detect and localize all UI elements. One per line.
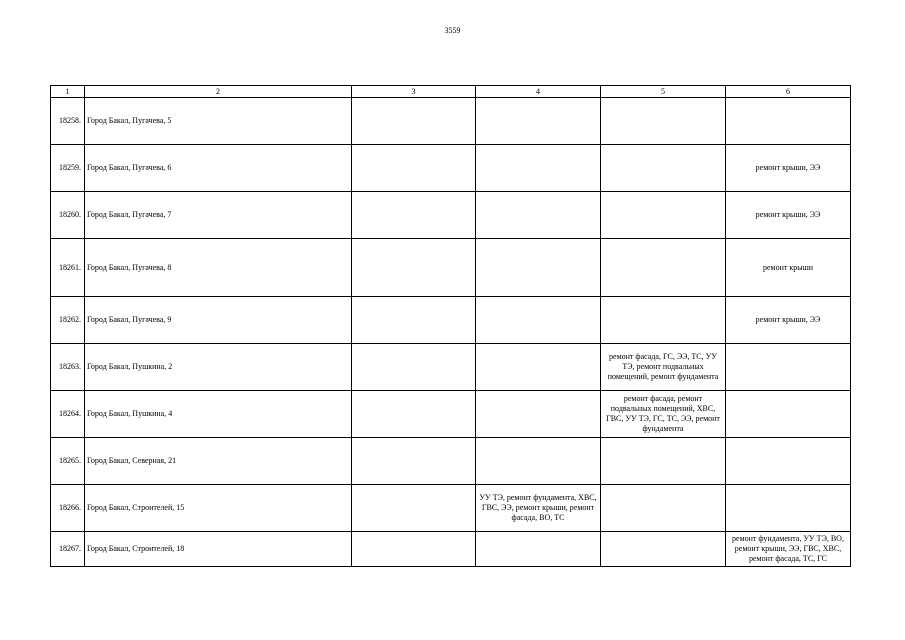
- address-cell: Город Бакал, Северная, 21: [85, 438, 352, 485]
- column-4-cell: [476, 344, 601, 391]
- row-number: 18262.: [51, 297, 85, 344]
- table-row: [51, 239, 851, 297]
- column-header: 1: [51, 86, 85, 98]
- column-3-cell: [352, 297, 476, 344]
- row-number: 18261.: [51, 239, 85, 297]
- table-row: [51, 438, 851, 485]
- address-cell: Город Бакал, Пугачева, 7: [85, 192, 352, 239]
- column-3-cell: [352, 344, 476, 391]
- column-4-cell: [476, 438, 601, 485]
- table-row: [51, 532, 851, 567]
- column-3-cell: [352, 532, 476, 567]
- table-row: [51, 98, 851, 145]
- row-number: 18267.: [51, 532, 85, 567]
- table-header-row: [51, 86, 851, 98]
- buildings-table: [50, 85, 851, 567]
- row-number: 18265.: [51, 438, 85, 485]
- address-cell: Город Бакал, Пушкина, 2: [85, 344, 352, 391]
- address-cell: Город Бакал, Строителей, 18: [85, 532, 352, 567]
- table-row: [51, 485, 851, 532]
- address-cell: Город Бакал, Пугачева, 5: [85, 98, 352, 145]
- address-cell: Город Бакал, Пугачева, 6: [85, 145, 352, 192]
- address-cell: Город Бакал, Пугачева, 8: [85, 239, 352, 297]
- address-cell: Город Бакал, Пушкина, 4: [85, 391, 352, 438]
- column-4-cell: [476, 98, 601, 145]
- row-number: 18258.: [51, 98, 85, 145]
- column-4-cell: [476, 239, 601, 297]
- row-number: 18259.: [51, 145, 85, 192]
- column-header: 4: [476, 86, 601, 98]
- column-3-cell: [352, 391, 476, 438]
- column-5-cell: [601, 239, 726, 297]
- column-5-cell: [601, 485, 726, 532]
- column-5-cell: [601, 532, 726, 567]
- address-cell: Город Бакал, Строителей, 15: [85, 485, 352, 532]
- column-6-cell: ремонт крыши, ЭЭ: [726, 192, 851, 239]
- column-3-cell: [352, 239, 476, 297]
- column-6-cell: [726, 344, 851, 391]
- row-number: 18264.: [51, 391, 85, 438]
- column-header: 2: [85, 86, 352, 98]
- column-3-cell: [352, 438, 476, 485]
- address-cell: Город Бакал, Пугачева, 9: [85, 297, 352, 344]
- table-row: [51, 145, 851, 192]
- row-number: 18266.: [51, 485, 85, 532]
- column-5-cell: ремонт фасада, ГС, ЭЭ, ТС, УУ ТЭ, ремонт подвальных помещений, ремонт фундамента: [601, 344, 726, 391]
- column-6-cell: [726, 98, 851, 145]
- column-6-cell: ремонт крыши, ЭЭ: [726, 145, 851, 192]
- column-6-cell: ремонт фундамента, УУ ТЭ, ВО, ремонт крыши, ЭЭ, ГВС, ХВС, ремонт фасада, ТС, ГС: [726, 532, 851, 567]
- column-6-cell: ремонт крыши: [726, 239, 851, 297]
- column-4-cell: [476, 297, 601, 344]
- page-number: 3559: [444, 26, 461, 35]
- column-3-cell: [352, 98, 476, 145]
- column-6-cell: ремонт крыши, ЭЭ: [726, 297, 851, 344]
- row-number: 18263.: [51, 344, 85, 391]
- column-4-cell: УУ ТЭ, ремонт фундамента, ХВС, ГВС, ЭЭ, ремонт крыши, ремонт фасада, ВО, ТС: [476, 485, 601, 532]
- column-5-cell: ремонт фасада, ремонт подвальных помещений, ХВС, ГВС, УУ ТЭ, ГС, ТС, ЭЭ, ремонт фундамента: [601, 391, 726, 438]
- column-5-cell: [601, 98, 726, 145]
- table-row: [51, 297, 851, 344]
- column-header: 5: [601, 86, 726, 98]
- column-4-cell: [476, 391, 601, 438]
- column-4-cell: [476, 145, 601, 192]
- column-header: 3: [352, 86, 476, 98]
- column-3-cell: [352, 145, 476, 192]
- table-row: [51, 391, 851, 438]
- table-row: [51, 344, 851, 391]
- column-6-cell: [726, 391, 851, 438]
- column-4-cell: [476, 532, 601, 567]
- column-5-cell: [601, 297, 726, 344]
- column-5-cell: [601, 438, 726, 485]
- column-5-cell: [601, 145, 726, 192]
- column-5-cell: [601, 192, 726, 239]
- table-row: [51, 192, 851, 239]
- column-6-cell: [726, 485, 851, 532]
- column-3-cell: [352, 192, 476, 239]
- column-6-cell: [726, 438, 851, 485]
- column-4-cell: [476, 192, 601, 239]
- column-header: 6: [726, 86, 851, 98]
- column-3-cell: [352, 485, 476, 532]
- row-number: 18260.: [51, 192, 85, 239]
